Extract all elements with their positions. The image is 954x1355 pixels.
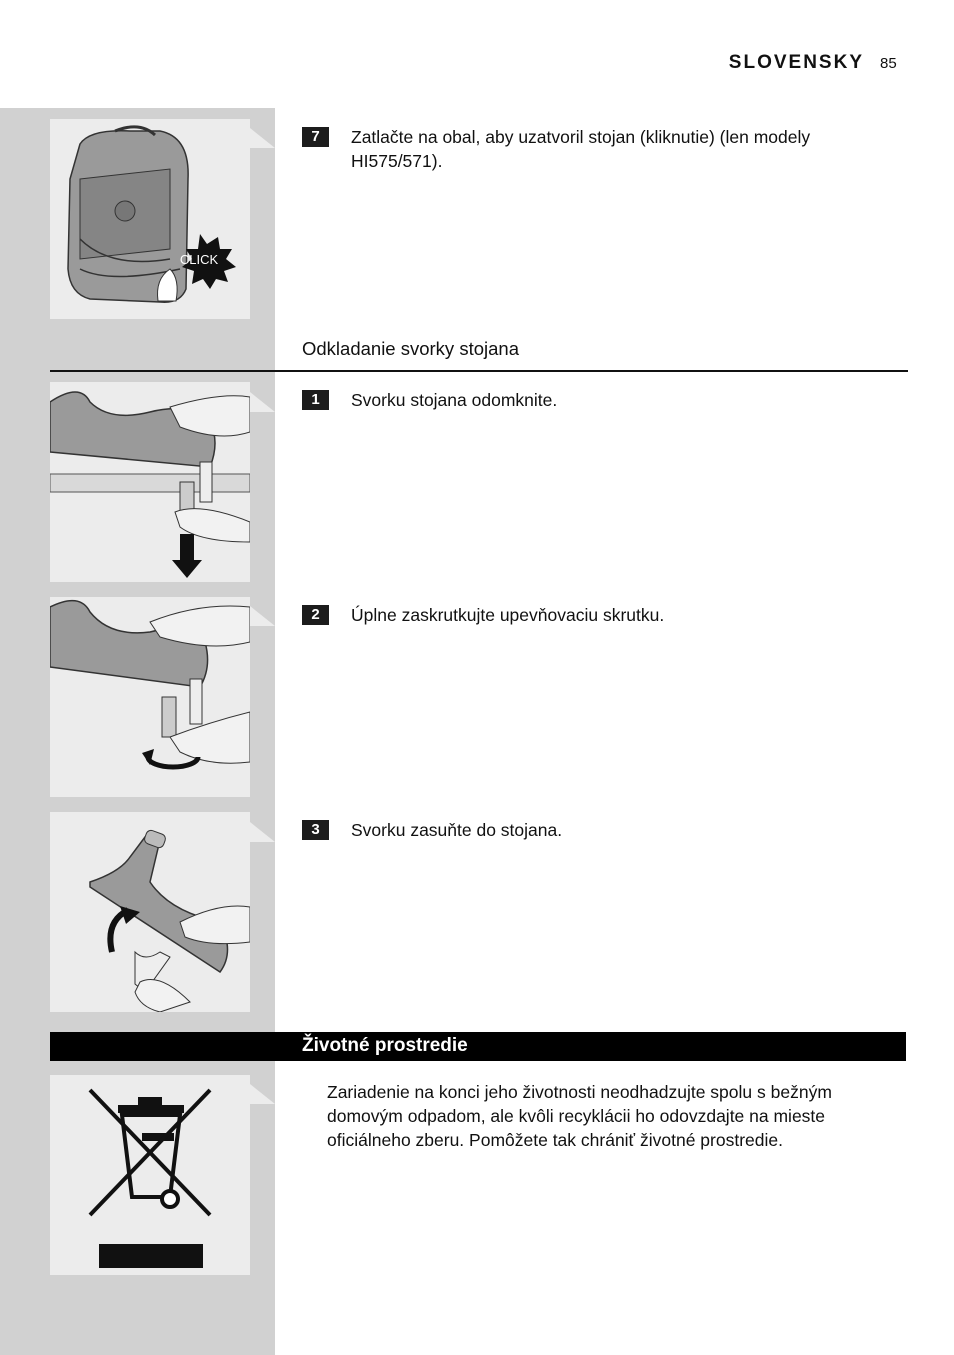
figure-tighten-screw [50, 597, 250, 797]
step-number: 7 [302, 127, 329, 147]
step-number: 1 [302, 390, 329, 410]
environment-heading-bar [50, 1032, 906, 1061]
environment-text: Zariadenie na konci jeho životnosti neodhadzujte spolu s bežným domovým odpadom, ale kvôli recyklácii ho odovzdajte na mieste oficiálneho zberu. Pomôžete tak chrániť životné prostredie. [327, 1082, 832, 1150]
figure-unlock-clamp [50, 382, 250, 582]
figure-weee-bin [50, 1075, 250, 1275]
step-text: Svorku zasuňte do stojana. [351, 820, 563, 840]
figure-pointer [250, 1084, 275, 1104]
step-text: Svorku stojana odomknite. [351, 390, 558, 410]
step-number: 3 [302, 820, 329, 840]
step-number: 2 [302, 605, 329, 625]
section-heading: Odkladanie svorky stojana [302, 338, 519, 359]
figure-pointer [250, 822, 275, 842]
step-text: Zatlačte na obal, aby uzatvoril stojan (kliknutie) (len modely HI575/571). [351, 127, 811, 171]
environment-heading: Životné prostredie [302, 1035, 468, 1056]
page-number: 85 [880, 55, 897, 72]
click-label: CLICK [179, 252, 219, 267]
language-label: SLOVENSKY [728, 52, 864, 73]
heading-rule [50, 370, 908, 372]
figure-pointer [250, 606, 275, 626]
figure-pointer [250, 392, 275, 412]
figure-pointer [250, 128, 275, 148]
figure-insert-clamp [50, 812, 250, 1012]
figure-case-click [50, 119, 250, 319]
step-text: Úplne zaskrutkujte upevňovaciu skrutku. [351, 605, 665, 625]
